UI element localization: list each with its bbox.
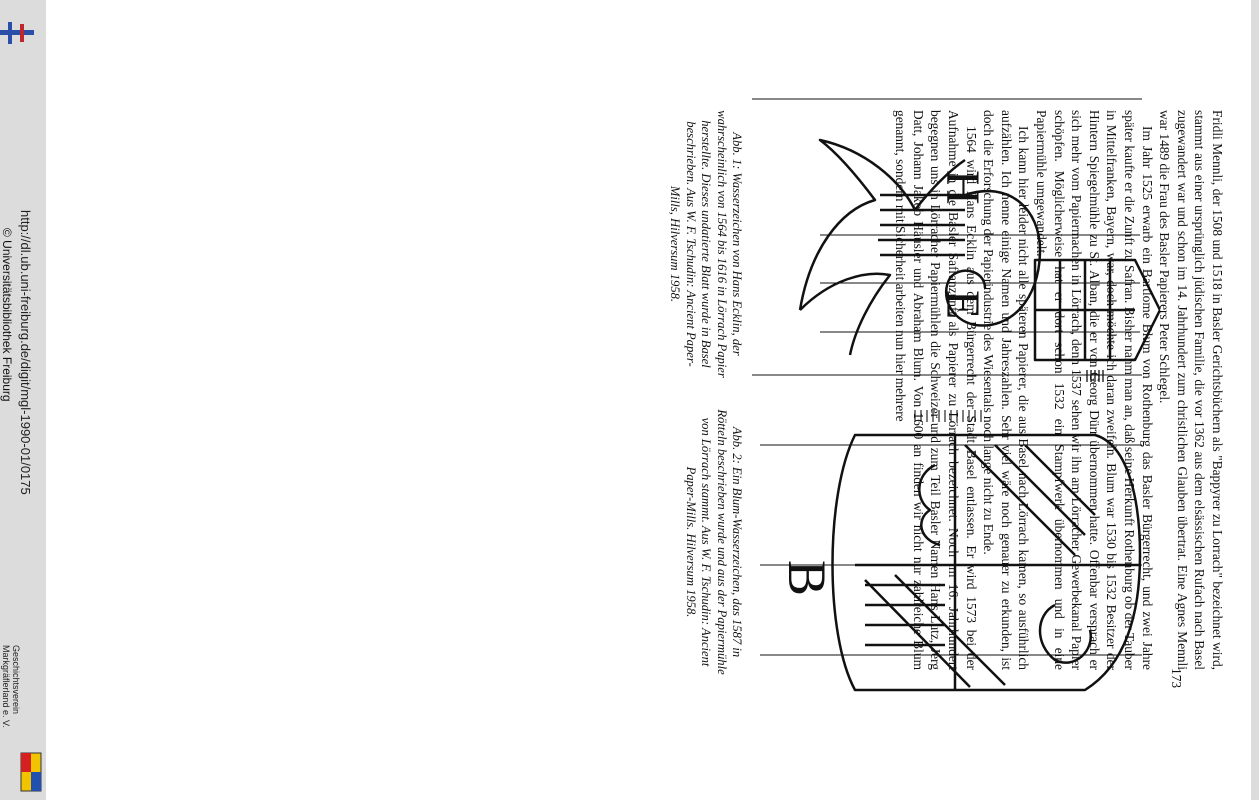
- paragraph-2: Im Jahr 1525 erwarb ein Bartlome Blum von Rothenburg das Basler Bürgerrecht, und zwei Jahre später kaufte er die Zunft zu Safran. Bisher nahm man an, daß seine Herkunft Rothenburg ob der Tauber in Mittelfranken, Bayern, war, doch möchte ich daran zweifeln. Blum war 1530 bis 1532 Besitzer der Hintern Spiegelmühle zu St. Alban, die er von Georg Dürr übernommen hatte. Offenbar versprach er sich mehr vom Papiermachen in Lörrach, denn 1537 sehen wir ihn am Lörracher Gewerbekanal Papier schöpfen. Möglicherweise hat er dort schon 1532 ein Stampfwerk übernommen und in eine Papiermühle umgewandelt.: [1034, 110, 1155, 670]
- publisher-line-2: Markgräflerland e. V.: [1, 645, 11, 728]
- right-viewer-strip: [1251, 0, 1259, 800]
- paragraph-3: Ich kann hier leider nicht alle späteren Papierer, die aus Basel nach Lörrach kamen, so ausführlich aufzählen. Ich nenne einige Namen und Jahreszahlen. Sehr viel wäre noch genauer zu erkunden, ist doch die Erforschung der Papierindustrie des Wiesentals noch lange nicht zu Ende.: [981, 110, 1032, 670]
- library-brand-icon: [0, 22, 34, 44]
- page-number: 173: [1169, 668, 1184, 689]
- figure-2-letter: B: [777, 560, 837, 597]
- left-viewer-strip: [0, 0, 46, 800]
- figure-2-caption: Abb. 2: Ein Blum-Wasserzeichen, das 1587 in Rötteln beschrieben wurde und aus der Papiermühle von Lörrach stammt. Aus W. F. Tschudin: Ancient Paper-Mills. Hilversum 1958.: [683, 409, 744, 675]
- paragraph-4: 1564 wird Hans Ecklin aus dem Bürgerrecht der Stadt Basel entlassen. Er wird 1573 bei der Aufnahme in die Basler Safranzunft als Papierer zu Lörrach bezeichnet. Noch im 16. Jahrhundert begegnen uns in Lörracher Papiermühlen die Schweizer und zum Teil Basler Namen Hans Lutz, Jerg Datt, Johann Jakob Häusler und Abraham Blum. Von 1600 an finden wir nicht nur zahlreiche Blum genannt, sondern mit Sicherheit arbeiten nun hier mehrere: [893, 110, 979, 670]
- document-url[interactable]: http://dl.ub.uni-freiburg.de/digit/mgl-1990-01/0175: [18, 210, 33, 495]
- figure-1-caption: Abb. 1: Wasserzeichen von Hans Ecklin, der wahrscheinlich von 1564 bis 1616 in Lörrach Papier herstellte. Dieses undatierte Blatt wurde in Basel beschrieben. Aus W. F. Tschudin: Ancient Paper-Mills, Hilversum 1958.: [668, 110, 744, 378]
- article-body: [892, 110, 1226, 670]
- figure-1-letter-left: H: [936, 170, 989, 205]
- publisher-label: [1, 645, 21, 728]
- publisher-line-1: Geschichtsverein: [11, 645, 21, 715]
- publisher-logo-icon: [20, 752, 42, 792]
- paragraph-1: Fridli Mennli, der 1508 und 1518 in Basler Gerichtsbüchern als "Bappyrer zu Lorrach" bezeichnet wird, stammt aus einer ursprünglich jüdischen Familie, die vor 1362 aus dem elsässischen Rufach nach Basel zugewandert war und schon im 14. Jahrhundert zum christlichen Glauben übertrat. Eine Agnes Mennli war 1489 die Frau des Basler Papierers Peter Schlegel.: [1157, 110, 1225, 670]
- library-credit: © Universitätsbibliothek Freiburg: [0, 228, 14, 402]
- figure-1-letter-right: E: [936, 290, 989, 320]
